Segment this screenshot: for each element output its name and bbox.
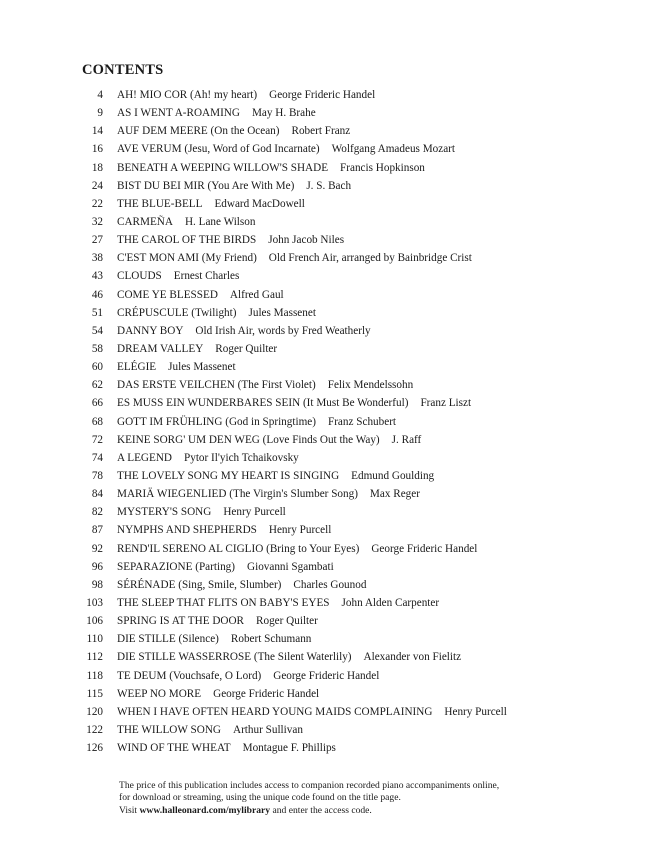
toc-composer: Felix Mendelssohn [327, 379, 414, 392]
toc-composer: Franz Schubert [327, 415, 397, 428]
toc-composer: Alexander von Fielitz [363, 651, 462, 664]
toc-song-title: DANNY BOY [117, 324, 184, 337]
footer-visit-text: Visit [119, 804, 138, 816]
toc-page-number: 38 [91, 252, 103, 265]
toc-page-number: 112 [86, 651, 103, 664]
footer-line-3 [119, 805, 589, 817]
toc-composer: Pytor Il'yich Tchaikovsky [184, 451, 299, 464]
toc-composer: Edmund Goulding [351, 469, 435, 482]
toc-composer: Jules Massenet [248, 306, 316, 319]
toc-song-title: NYMPHS AND SHEPHERDS [117, 524, 257, 537]
toc-composer: Henry Purcell [268, 524, 332, 537]
toc-composer: Franz Liszt [420, 397, 472, 410]
footer-access-text: and enter the access code. [272, 804, 372, 816]
toc-entry [70, 431, 630, 449]
toc-page-number: 98 [91, 578, 103, 591]
toc-page-number: 43 [91, 270, 103, 283]
toc-entry [70, 467, 630, 485]
toc-entry [70, 685, 630, 703]
toc-song-title: CRÉPUSCULE (Twilight) [117, 306, 237, 319]
toc-page-number: 126 [86, 742, 103, 755]
toc-composer: May H. Brahe [251, 107, 316, 120]
toc-song-title: ELÉGIE [117, 361, 157, 374]
toc-composer: Henry Purcell [444, 705, 507, 718]
toc-song-title: THE BLUE-BELL [117, 197, 203, 210]
toc-song-title: THE WILLOW SONG [117, 723, 221, 736]
toc-composer: Robert Franz [291, 125, 351, 138]
footer-line-2: for download or streaming, using the unique code found on the title page. [119, 792, 401, 804]
toc-composer: John Jacob Niles [268, 234, 345, 247]
toc-entry [70, 449, 630, 467]
toc-composer: Roger Quilter [215, 342, 278, 355]
toc-composer: Alfred Gaul [229, 288, 284, 301]
toc-page-number: 87 [91, 524, 103, 537]
toc-composer: Henry Purcell [223, 506, 286, 519]
toc-song-title: C'EST MON AMI (My Friend) [117, 252, 257, 265]
toc-entry [70, 721, 630, 739]
toc-song-title: KEINE SORG' UM DEN WEG (Love Finds Out the Way) [117, 433, 380, 446]
toc-song-title: ES MUSS EIN WUNDERBARES SEIN (It Must Be Wonderful) [117, 397, 409, 410]
toc-page-number: 58 [91, 342, 103, 355]
toc-page-number: 60 [91, 361, 103, 374]
toc-song-title: WEEP NO MORE [117, 687, 202, 700]
toc-song-title: DIE STILLE (Silence) [117, 633, 219, 646]
toc-page-number: 66 [91, 397, 103, 410]
toc-song-title: MYSTERY'S SONG [117, 506, 212, 519]
toc-entry [70, 576, 630, 594]
toc-song-title: THE LOVELY SONG MY HEART IS SINGING [117, 469, 340, 482]
toc-page-number: 9 [97, 107, 103, 120]
toc-page-number: 122 [86, 723, 103, 736]
toc-song-title: GOTT IM FRÜHLING (God in Springtime) [117, 415, 316, 428]
toc-page-number: 46 [91, 288, 103, 301]
toc-entry [70, 177, 630, 195]
toc-song-title: SPRING IS AT THE DOOR [117, 615, 245, 628]
toc-page-number: 115 [86, 687, 103, 700]
toc-entry [70, 86, 630, 104]
toc-entry [70, 521, 630, 539]
toc-entry [70, 195, 630, 213]
toc-song-title: SÉRÉNADE (Sing, Smile, Slumber) [117, 578, 282, 591]
toc-composer: Old French Air, arranged by Bainbridge Crist [268, 252, 472, 265]
toc-song-title: AVE VERUM (Jesu, Word of God Incarnate) [117, 143, 320, 156]
toc-page-number: 22 [91, 197, 103, 210]
toc-song-title: WIND OF THE WHEAT [117, 742, 231, 755]
toc-entry [70, 612, 630, 630]
toc-entry [70, 322, 630, 340]
toc-entry [70, 231, 630, 249]
toc-composer: Francis Hopkinson [340, 161, 425, 174]
toc-entry [70, 558, 630, 576]
footer-note [119, 780, 589, 817]
toc-entry [70, 739, 630, 757]
toc-page-number: 118 [86, 669, 103, 682]
toc-song-title: BIST DU BEI MIR (You Are With Me) [117, 179, 295, 192]
toc-page-number: 68 [91, 415, 103, 428]
contents-list [70, 86, 630, 757]
footer-line-1: The price of this publication includes access to companion recorded piano accompaniments online, [119, 780, 500, 791]
toc-page-number: 14 [91, 125, 103, 138]
toc-song-title: SEPARAZIONE (Parting) [117, 560, 235, 573]
toc-composer: Ernest Charles [173, 270, 240, 283]
toc-composer: Wolfgang Amadeus Mozart [331, 143, 455, 156]
toc-page-number: 84 [91, 488, 103, 501]
toc-song-title: AH! MIO COR (Ah! my heart) [117, 89, 258, 101]
toc-page-number: 106 [86, 615, 103, 628]
toc-song-title: REND'IL SERENO AL CIGLIO (Bring to Your Eyes) [117, 542, 360, 555]
toc-entry [70, 648, 630, 666]
toc-composer: Charles Gounod [293, 578, 367, 591]
library-url-link[interactable]: www.halleonard.com/mylibrary [139, 804, 271, 816]
toc-page-number: 18 [91, 161, 103, 174]
toc-page-number: 27 [91, 234, 103, 247]
toc-song-title: AS I WENT A-ROAMING [117, 107, 240, 120]
toc-song-title: A LEGEND [117, 451, 172, 464]
toc-page-number: 54 [91, 324, 103, 337]
toc-entry [70, 249, 630, 267]
toc-song-title: MARIÄ WIEGENLIED (The Virgin's Slumber Song) [117, 488, 358, 501]
toc-entry [70, 540, 630, 558]
toc-composer: H. Lane Wilson [184, 215, 256, 228]
toc-song-title: CARMEÑA [117, 215, 173, 228]
toc-composer: Max Reger [369, 488, 420, 501]
toc-page-number: 16 [91, 143, 103, 156]
toc-entry [70, 485, 630, 503]
toc-page-number: 82 [91, 506, 103, 519]
toc-song-title: DREAM VALLEY [117, 342, 204, 355]
toc-page-number: 32 [91, 215, 103, 228]
toc-composer: J. Raff [391, 433, 422, 446]
contents-heading: CONTENTS [82, 62, 164, 78]
toc-entry [70, 358, 630, 376]
toc-entry [70, 376, 630, 394]
toc-entry [70, 104, 630, 122]
toc-entry [70, 159, 630, 177]
toc-composer: George Frideric Handel [213, 687, 320, 700]
toc-page-number: 92 [91, 542, 103, 555]
toc-entry [70, 413, 630, 431]
toc-composer: George Frideric Handel [273, 669, 380, 682]
toc-composer: Robert Schumann [230, 633, 312, 646]
toc-song-title: TE DEUM (Vouchsafe, O Lord) [117, 669, 262, 682]
toc-page-number: 72 [91, 433, 103, 446]
toc-song-title: COME YE BLESSED [117, 288, 218, 301]
toc-song-title: DIE STILLE WASSERROSE (The Silent Waterlily) [117, 651, 352, 664]
toc-entry [70, 394, 630, 412]
toc-entry [70, 304, 630, 322]
toc-entry [70, 340, 630, 358]
toc-page-number: 4 [97, 89, 103, 101]
toc-composer: Roger Quilter [256, 615, 318, 628]
toc-composer: Arthur Sullivan [233, 723, 303, 736]
toc-page-number: 103 [86, 596, 103, 609]
toc-page-number: 74 [91, 451, 103, 464]
toc-page-number: 62 [91, 379, 103, 392]
toc-entry [70, 286, 630, 304]
toc-song-title: BENEATH A WEEPING WILLOW'S SHADE [117, 161, 329, 174]
toc-song-title: THE SLEEP THAT FLITS ON BABY'S EYES [117, 596, 330, 609]
toc-song-title: AUF DEM MEERE (On the Ocean) [117, 125, 280, 138]
toc-song-title: WHEN I HAVE OFTEN HEARD YOUNG MAIDS COMPLAINING [117, 705, 433, 718]
toc-song-title: DAS ERSTE VEILCHEN (The First Violet) [117, 379, 316, 392]
toc-entry [70, 667, 630, 685]
toc-page-number: 78 [91, 469, 103, 482]
toc-composer: Jules Massenet [168, 361, 236, 374]
toc-page-number: 110 [86, 633, 103, 646]
toc-entry [70, 122, 630, 140]
toc-composer: Old Irish Air, words by Fred Weatherly [195, 324, 371, 337]
toc-page-number: 96 [91, 560, 103, 573]
toc-composer: Giovanni Sgambati [247, 560, 334, 573]
toc-composer: John Alden Carpenter [341, 596, 440, 609]
toc-entry [70, 703, 630, 721]
toc-composer: Montague F. Phillips [242, 742, 336, 755]
toc-entry [70, 213, 630, 231]
toc-entry [70, 140, 630, 158]
toc-song-title: THE CAROL OF THE BIRDS [117, 234, 257, 247]
toc-entry [70, 267, 630, 285]
toc-composer: Edward MacDowell [214, 197, 305, 210]
toc-composer: George Frideric Handel [269, 89, 376, 101]
toc-composer: J. S. Bach [306, 179, 352, 192]
toc-page-number: 120 [86, 705, 103, 718]
toc-page-number: 51 [91, 306, 103, 319]
toc-song-title: CLOUDS [117, 270, 162, 283]
toc-entry [70, 503, 630, 521]
toc-entry [70, 630, 630, 648]
toc-entry [70, 594, 630, 612]
toc-composer: George Frideric Handel [371, 542, 478, 555]
toc-page-number: 24 [91, 179, 103, 192]
